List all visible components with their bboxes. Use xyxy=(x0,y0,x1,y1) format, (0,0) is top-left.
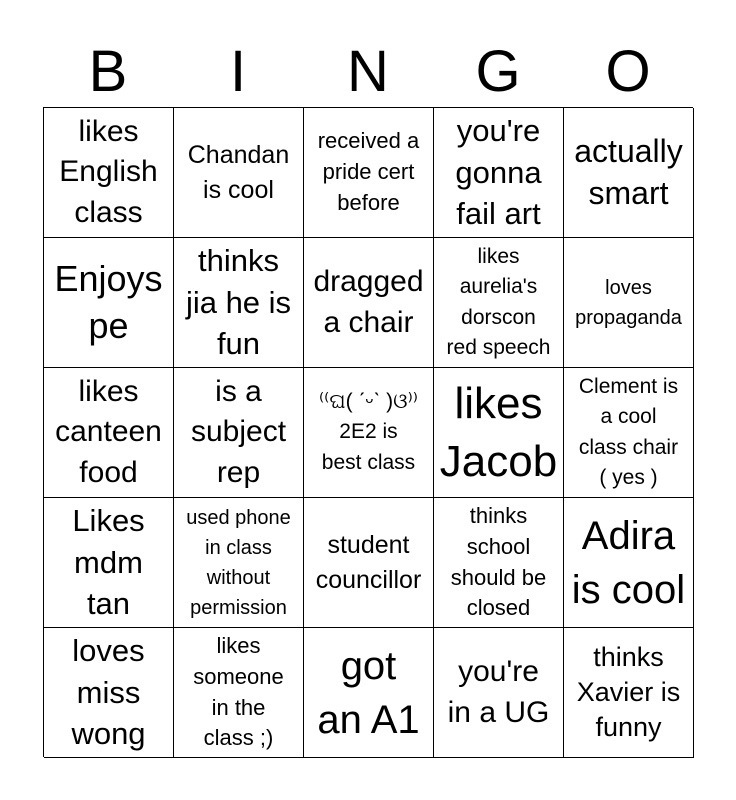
bingo-cell-text: dragged a chair xyxy=(313,265,424,339)
bingo-cell-r2-c0[interactable] xyxy=(44,368,174,498)
bingo-cell-r1-c2[interactable] xyxy=(304,238,434,368)
bingo-board xyxy=(43,107,693,757)
bingo-cell-text: Adira is cool xyxy=(571,513,686,612)
bingo-cell-r4-c1[interactable] xyxy=(174,628,304,758)
bingo-cell-r2-c1[interactable] xyxy=(174,368,304,498)
bingo-cell-r0-c0[interactable] xyxy=(44,108,174,238)
header-letter-b: B xyxy=(88,39,128,104)
bingo-cell-r2-c3[interactable] xyxy=(434,368,564,498)
bingo-cell-text: likes someone in the class ;) xyxy=(193,632,284,751)
bingo-cell-text: thinks school should be closed xyxy=(450,502,547,621)
bingo-cell-r4-c3[interactable] xyxy=(434,628,564,758)
bingo-cell-text: loves propaganda xyxy=(575,276,682,329)
bingo-cell-text: Clement is a cool class chair ( yes ) xyxy=(578,374,679,489)
bingo-cell-text: likes Jacob xyxy=(439,379,558,486)
bingo-cell-text: likes aurelia's dorscon red speech xyxy=(446,244,551,359)
bingo-cell-r0-c4[interactable] xyxy=(564,108,694,238)
bingo-cell-text: likes canteen food xyxy=(55,374,162,489)
bingo-cell-r0-c1[interactable] xyxy=(174,108,304,238)
bingo-cell-r3-c1[interactable] xyxy=(174,498,304,628)
bingo-cell-r2-c4[interactable] xyxy=(564,368,694,498)
bingo-cell-r0-c3[interactable] xyxy=(434,108,564,238)
header-letter-n: N xyxy=(347,39,389,104)
bingo-cell-r3-c0[interactable] xyxy=(44,498,174,628)
bingo-cell-r4-c0[interactable] xyxy=(44,628,174,758)
bingo-cell-text: likes English class xyxy=(59,114,158,229)
bingo-cell-text: Chandan is cool xyxy=(187,140,290,204)
bingo-cell-r4-c4[interactable] xyxy=(564,628,694,758)
bingo-cell-text: received a pride cert before xyxy=(317,128,420,215)
bingo-cell-text: you're in a UG xyxy=(447,655,550,729)
bingo-cell-r3-c4[interactable] xyxy=(564,498,694,628)
bingo-header xyxy=(43,38,693,106)
bingo-cell-r4-c2[interactable] xyxy=(304,628,434,758)
bingo-cell-r3-c3[interactable] xyxy=(434,498,564,628)
bingo-cell-text: you're gonna fail art xyxy=(455,112,542,232)
header-letter-o: O xyxy=(605,39,651,104)
bingo-cell-text: loves miss wong xyxy=(71,632,146,752)
bingo-cell-r2-c2[interactable] xyxy=(304,368,434,498)
bingo-cell-text: is a subject rep xyxy=(190,374,287,489)
bingo-cell-text: Enjoys pe xyxy=(54,257,163,346)
bingo-cell-text: student councillor xyxy=(315,530,422,594)
bingo-cell-text: got an A1 xyxy=(317,643,420,742)
bingo-cell-r0-c2[interactable] xyxy=(304,108,434,238)
bingo-cell-text: ⁽⁽ଘ( ˊᵕˋ )ଓ⁾⁾ 2E2 is best class xyxy=(319,389,418,474)
bingo-cell-text: actually smart xyxy=(574,132,683,211)
bingo-cell-r3-c2[interactable] xyxy=(304,498,434,628)
bingo-cell-r1-c1[interactable] xyxy=(174,238,304,368)
header-letter-i: I xyxy=(229,39,247,104)
bingo-cell-r1-c4[interactable] xyxy=(564,238,694,368)
bingo-cell-text: thinks Xavier is funny xyxy=(576,641,681,743)
bingo-cell-r1-c0[interactable] xyxy=(44,238,174,368)
bingo-cell-r1-c3[interactable] xyxy=(434,238,564,368)
bingo-cell-text: thinks jia he is fun xyxy=(185,242,292,362)
bingo-cell-text: used phone in class without permission xyxy=(186,506,291,619)
bingo-cell-text: Likes mdm tan xyxy=(72,502,145,622)
header-letter-g: G xyxy=(475,39,521,104)
